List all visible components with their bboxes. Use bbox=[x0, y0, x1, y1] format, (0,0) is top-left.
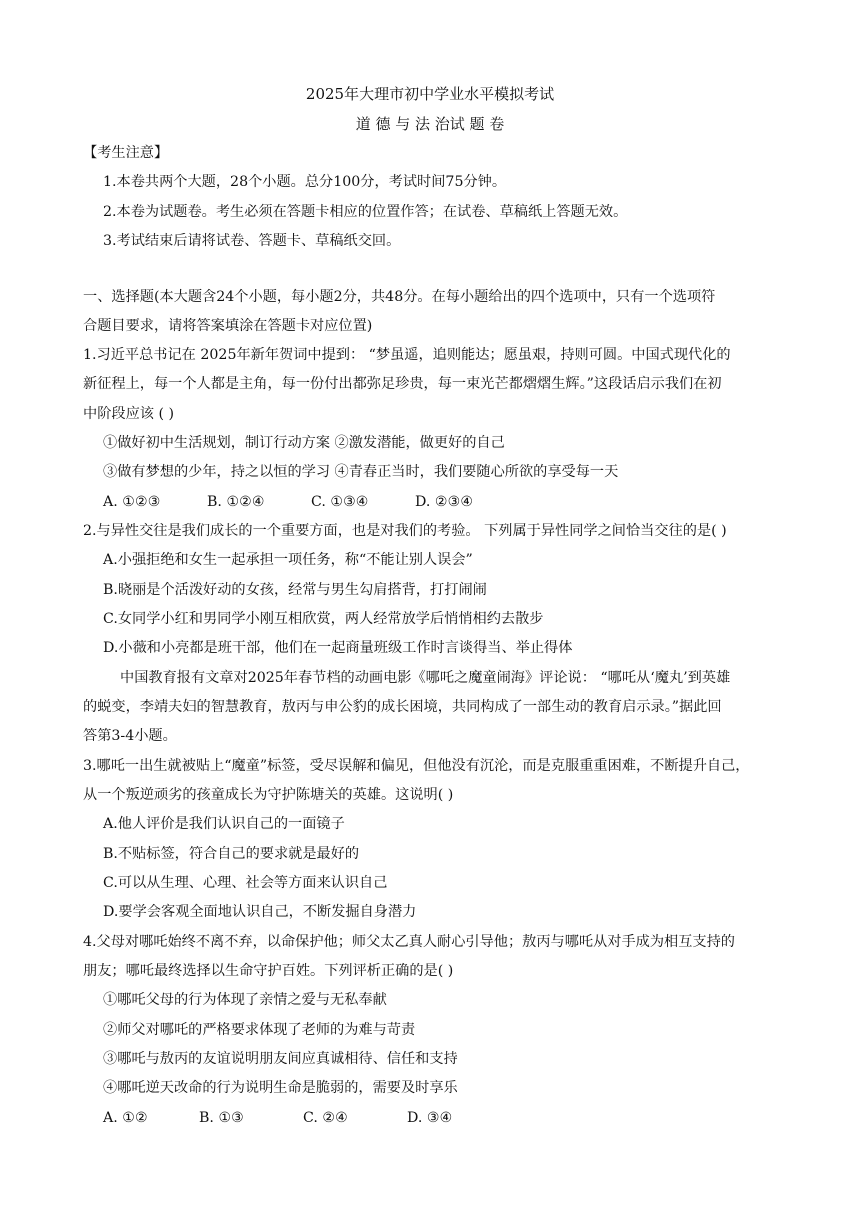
question-1-statement: ③做有梦想的少年，持之以恒的学习 ④青春正当时，我们要随心所欲的享受每一天 bbox=[103, 464, 619, 480]
option-b: B. ①②④ bbox=[207, 494, 265, 510]
exam-subtitle: 道 德 与 法 治试 题 卷 bbox=[355, 115, 505, 133]
question-3-option: C.可以从生理、心理、社会等方面来认识自己 bbox=[103, 875, 388, 891]
option-a: A. ①② bbox=[103, 1110, 148, 1126]
notice-item: 3.考试结束后请将试卷、答题卡、草稿纸交回。 bbox=[103, 233, 401, 249]
option-b: B. ①③ bbox=[199, 1110, 244, 1126]
question-1-stem: 新征程上，每一个人都是主角，每一份付出都弥足珍贵，每一束光芒都熠熠生辉。”这段话启示我们在初 bbox=[83, 376, 722, 392]
question-2-stem: 2.与异性交往是我们成长的一个重要方面，也是对我们的考验。 下列属于异性同学之间恰当交往的是( ) bbox=[83, 523, 727, 539]
option-a: A. ①②③ bbox=[103, 494, 161, 510]
question-4-statement: ③哪吒与敖丙的友谊说明朋友间应真诚相待、信任和支持 bbox=[103, 1051, 458, 1067]
material-text: 中国教育报有文章对2025年春节档的动画电影《哪吒之魔童闹海》评论说： “哪吒从‘魔丸’到英雄 bbox=[120, 670, 731, 686]
notice-heading: 【考生注意】 bbox=[83, 145, 169, 161]
section-intro: 合题目要求，请将答案填涂在答题卡对应位置) bbox=[83, 318, 373, 334]
question-1-stem: 1.习近平总书记在 2025年新年贺词中提到： “梦虽遥，追则能达；愿虽艰，持则可圆。中国式现代化的 bbox=[83, 347, 731, 363]
question-4-statement: ④哪吒逆天改命的行为说明生命是脆弱的，需要及时享乐 bbox=[103, 1080, 458, 1096]
question-4-statement: ①哪吒父母的行为体现了亲情之爱与无私奉献 bbox=[103, 992, 387, 1008]
question-4-stem: 朋友；哪吒最终选择以生命守护百姓。下列评析正确的是( ) bbox=[83, 963, 454, 979]
question-4-stem: 4.父母对哪吒始终不离不弃，以命保护他；师父太乙真人耐心引导他；敖丙与哪吒从对手成为相互支持的 bbox=[83, 934, 735, 950]
material-text: 答第3-4小题。 bbox=[83, 728, 177, 744]
question-1-stem: 中阶段应该 ( ) bbox=[83, 406, 175, 422]
section-intro: 一、选择题(本大题含24个小题，每小题2分，共48分。在每小题给出的四个选项中，只有一个选项符 bbox=[83, 289, 716, 305]
question-4-options bbox=[103, 1108, 452, 1128]
question-3-option: B.不贴标签，符合自己的要求就是最好的 bbox=[103, 846, 360, 862]
question-1-statement: ①做好初中生活规划，制订行动方案 ②激发潜能，做更好的自己 bbox=[103, 435, 505, 451]
question-2-option: A.小强拒绝和女生一起承担一项任务，称“不能让别人误会” bbox=[103, 552, 473, 568]
option-d: D. ③④ bbox=[407, 1110, 453, 1126]
question-2-option: C.女同学小红和男同学小刚互相欣赏，两人经常放学后悄悄相约去散步 bbox=[103, 611, 544, 627]
question-2-option: D.小薇和小亮都是班干部，他们在一起商量班级工作时言谈得当、举止得体 bbox=[103, 640, 573, 656]
question-3-stem: 从一个叛逆顽劣的孩童成长为守护陈塘关的英雄。这说明( ) bbox=[83, 787, 454, 803]
question-3-stem: 3.哪吒一出生就被贴上“魔童”标签，受尽误解和偏见，但他没有沉沦，而是克服重重困难，不断提升自己， bbox=[83, 758, 750, 774]
question-1-options bbox=[103, 492, 473, 512]
question-3-option: D.要学会客观全面地认识自己，不断发掘自身潜力 bbox=[103, 904, 417, 920]
notice-item: 1.本卷共两个大题，28个小题。总分100分，考试时间75分钟。 bbox=[103, 174, 507, 190]
notice-item: 2.本卷为试题卷。考生必须在答题卡相应的位置作答；在试卷、草稿纸上答题无效。 bbox=[103, 204, 628, 220]
option-d: D. ②③④ bbox=[415, 494, 474, 510]
question-3-option: A.他人评价是我们认识自己的一面镜子 bbox=[103, 816, 345, 832]
option-c: C. ②④ bbox=[303, 1110, 348, 1126]
option-c: C. ①③④ bbox=[311, 494, 369, 510]
exam-title: 2025年大理市初中学业水平模拟考试 bbox=[305, 85, 555, 103]
question-4-statement: ②师父对哪吒的严格要求体现了老师的为难与苛责 bbox=[103, 1022, 416, 1038]
question-2-option: B.晓丽是个活泼好动的女孩，经常与男生勾肩搭背，打打闹闹 bbox=[103, 582, 487, 598]
material-text: 的蜕变，李靖夫妇的智慧教育，敖丙与申公豹的成长困境，共同构成了一部生动的教育启示录。”据此回 bbox=[83, 699, 722, 715]
